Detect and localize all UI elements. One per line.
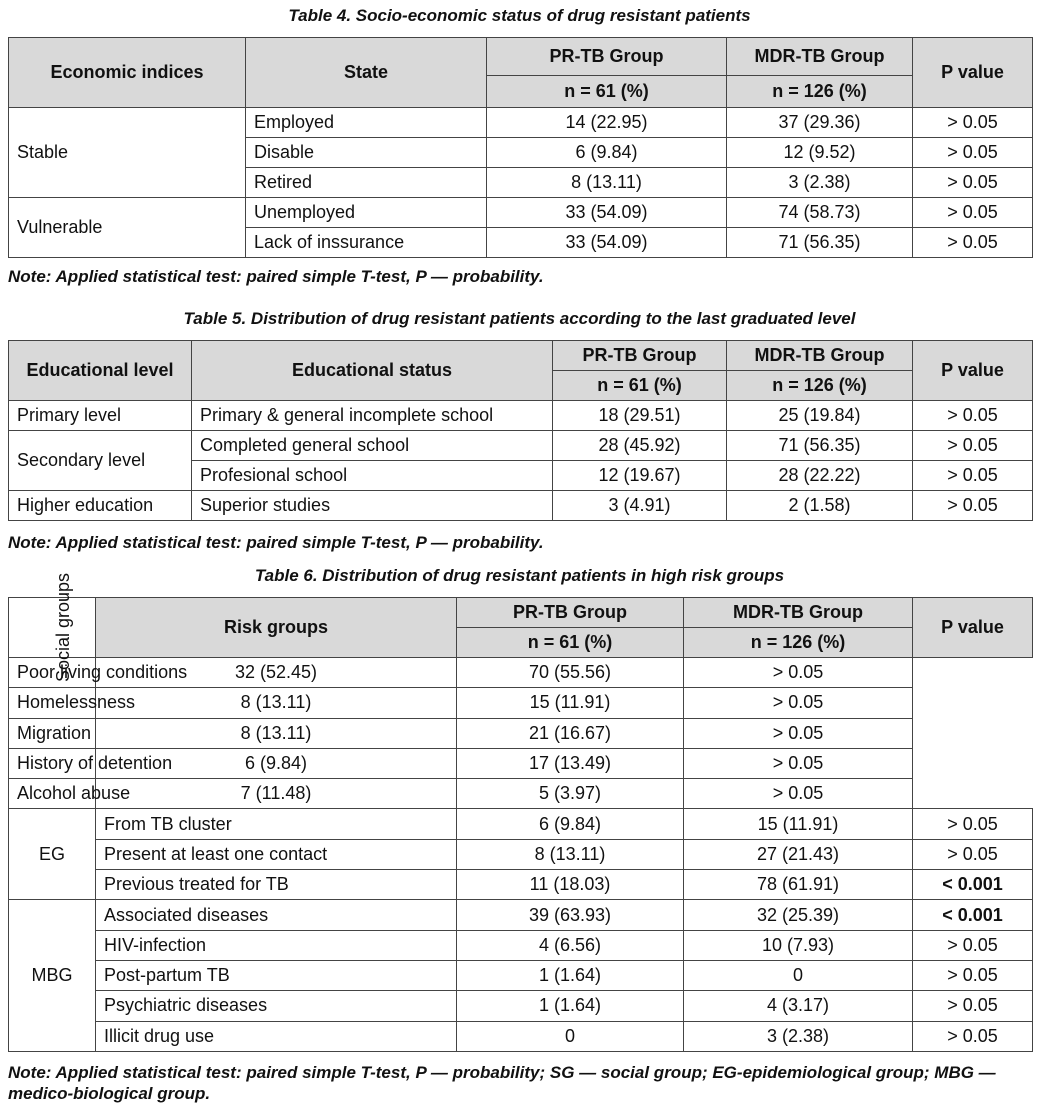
- table-row: [9, 748, 1033, 778]
- header-economic-indices: Economic indices: [9, 38, 246, 108]
- p-value: < 0.001: [913, 870, 1033, 900]
- header-mdr-tb-group: MDR-TB Group: [727, 38, 913, 76]
- row-label: Present at least one contact: [96, 839, 457, 869]
- header-mdr-n: n = 126 (%): [727, 76, 913, 108]
- pr-tb-value: 6 (9.84): [457, 809, 684, 839]
- p-value: > 0.05: [913, 991, 1033, 1021]
- row-label: Illicit drug use: [96, 1021, 457, 1051]
- mdr-tb-value: 74 (58.73): [727, 198, 913, 228]
- pr-tb-value: 32 (52.45): [96, 658, 457, 688]
- social-groups-cell: [9, 572, 96, 683]
- header-mdr-tb-group: MDR-TB Group: [684, 598, 913, 628]
- row-label: Psychiatric diseases: [96, 991, 457, 1021]
- row-label: Poor living conditions: [9, 658, 96, 688]
- mdr-tb-value: 5 (3.97): [457, 779, 684, 809]
- table-row: [9, 870, 1033, 900]
- p-value: > 0.05: [913, 198, 1033, 228]
- header-mdr-tb-group: MDR-TB Group: [727, 341, 913, 371]
- row-label: Superior studies: [192, 491, 553, 521]
- header-pr-tb-group: PR-TB Group: [487, 38, 727, 76]
- mdr-tb-value: 4 (3.17): [684, 991, 913, 1021]
- pr-tb-value: 0: [457, 1021, 684, 1051]
- p-value: > 0.05: [913, 491, 1033, 521]
- pr-tb-value: 11 (18.03): [457, 870, 684, 900]
- pr-tb-value: 33 (54.09): [487, 228, 727, 258]
- group-label: Secondary level: [9, 431, 192, 491]
- pr-tb-value: 8 (13.11): [487, 168, 727, 198]
- row-label: Disable: [246, 138, 487, 168]
- pr-tb-value: 33 (54.09): [487, 198, 727, 228]
- row-label: Retired: [246, 168, 487, 198]
- mdr-tb-value: 15 (11.91): [457, 688, 684, 718]
- mdr-tb-value: 17 (13.49): [457, 748, 684, 778]
- pr-tb-value: 3 (4.91): [553, 491, 727, 521]
- table6-body: [9, 658, 1033, 1052]
- header-pr-n: n = 61 (%): [553, 371, 727, 401]
- mdr-tb-value: 3 (2.38): [684, 1021, 913, 1051]
- group-label: Higher education: [9, 491, 192, 521]
- table5: [8, 340, 1033, 521]
- table-row: [9, 900, 1033, 930]
- pr-tb-value: 12 (19.67): [553, 461, 727, 491]
- table-row: [9, 401, 1033, 431]
- mdr-tb-value: 37 (29.36): [727, 108, 913, 138]
- p-value: > 0.05: [913, 809, 1033, 839]
- header-educational-level: Educational level: [9, 341, 192, 401]
- mdr-tb-value: 78 (61.91): [684, 870, 913, 900]
- header-risk-groups: Risk groups: [96, 598, 457, 658]
- table-row: [9, 198, 1033, 228]
- row-label: Post-partum TB: [96, 960, 457, 990]
- table-row: [9, 930, 1033, 960]
- table4: [8, 37, 1033, 258]
- pr-tb-value: 1 (1.64): [457, 960, 684, 990]
- p-value: > 0.05: [684, 688, 913, 718]
- group-label: Vulnerable: [9, 198, 246, 258]
- table4-body: [9, 108, 1033, 258]
- group-label: EG: [9, 809, 96, 900]
- row-label: Associated diseases: [96, 900, 457, 930]
- row-label: Previous treated for TB: [96, 870, 457, 900]
- table-row: [9, 491, 1033, 521]
- row-label: Unemployed: [246, 198, 487, 228]
- table5-title: Table 5. Distribution of drug resistant patients according to the last graduated level: [183, 309, 856, 328]
- table-row: [9, 1021, 1033, 1051]
- mdr-tb-value: 3 (2.38): [727, 168, 913, 198]
- table4-title: Table 4. Socio-economic status of drug resistant patients: [288, 6, 751, 25]
- header-pr-n: n = 61 (%): [487, 76, 727, 108]
- table-row: [9, 809, 1033, 839]
- group-label: Stable: [9, 108, 246, 198]
- p-value: > 0.05: [684, 718, 913, 748]
- p-value: > 0.05: [913, 431, 1033, 461]
- table-row: [9, 718, 1033, 748]
- header-pr-n: n = 61 (%): [457, 628, 684, 658]
- p-value: > 0.05: [913, 108, 1033, 138]
- group-label: MBG: [9, 900, 96, 1051]
- pr-tb-value: 7 (11.48): [96, 779, 457, 809]
- table-row: [9, 688, 1033, 718]
- p-value: > 0.05: [684, 779, 913, 809]
- mdr-tb-value: 21 (16.67): [457, 718, 684, 748]
- p-value: > 0.05: [913, 1021, 1033, 1051]
- table-row: [9, 108, 1033, 138]
- table6-title: Table 6. Distribution of drug resistant patients in high risk groups: [254, 566, 785, 585]
- table-row: [9, 779, 1033, 809]
- header-pr-tb-group: PR-TB Group: [553, 341, 727, 371]
- table-row: [9, 839, 1033, 869]
- header-pr-tb-group: PR-TB Group: [457, 598, 684, 628]
- p-value: < 0.001: [913, 900, 1033, 930]
- mdr-tb-value: 10 (7.93): [684, 930, 913, 960]
- table4-note: Note: Applied statistical test: paired simple T-test, P — probability.: [8, 267, 544, 286]
- mdr-tb-value: 71 (56.35): [727, 228, 913, 258]
- pr-tb-value: 8 (13.11): [96, 718, 457, 748]
- p-value: > 0.05: [913, 461, 1033, 491]
- header-p-value: P value: [913, 598, 1033, 658]
- mdr-tb-value: 70 (55.56): [457, 658, 684, 688]
- p-value: > 0.05: [913, 138, 1033, 168]
- header-state: State: [246, 38, 487, 108]
- table5-body: [9, 401, 1033, 521]
- pr-tb-value: 14 (22.95): [487, 108, 727, 138]
- mdr-tb-value: 28 (22.22): [727, 461, 913, 491]
- mdr-tb-value: 0: [684, 960, 913, 990]
- header-mdr-n: n = 126 (%): [684, 628, 913, 658]
- p-value: > 0.05: [684, 658, 913, 688]
- row-label: Employed: [246, 108, 487, 138]
- p-value: > 0.05: [913, 839, 1033, 869]
- header-p-value: P value: [913, 38, 1033, 108]
- mdr-tb-value: 27 (21.43): [684, 839, 913, 869]
- pr-tb-value: 8 (13.11): [457, 839, 684, 869]
- table-row: [9, 991, 1033, 1021]
- pr-tb-value: 6 (9.84): [487, 138, 727, 168]
- group-label: Primary level: [9, 401, 192, 431]
- mdr-tb-value: 12 (9.52): [727, 138, 913, 168]
- table-row: [9, 431, 1033, 461]
- row-label: HIV-infection: [96, 930, 457, 960]
- header-mdr-n: n = 126 (%): [727, 371, 913, 401]
- social-groups-label: Social groups: [53, 572, 74, 683]
- p-value: > 0.05: [913, 401, 1033, 431]
- table-row: [9, 658, 1033, 688]
- pr-tb-value: 4 (6.56): [457, 930, 684, 960]
- p-value: > 0.05: [913, 228, 1033, 258]
- mdr-tb-value: 32 (25.39): [684, 900, 913, 930]
- p-value: > 0.05: [684, 748, 913, 778]
- pr-tb-value: 18 (29.51): [553, 401, 727, 431]
- p-value: > 0.05: [913, 168, 1033, 198]
- p-value: > 0.05: [913, 960, 1033, 990]
- pr-tb-value: 28 (45.92): [553, 431, 727, 461]
- row-label: Completed general school: [192, 431, 553, 461]
- row-label: History of detention: [9, 748, 96, 778]
- mdr-tb-value: 2 (1.58): [727, 491, 913, 521]
- mdr-tb-value: 71 (56.35): [727, 431, 913, 461]
- pr-tb-value: 1 (1.64): [457, 991, 684, 1021]
- row-label: From TB cluster: [96, 809, 457, 839]
- table-row: [9, 960, 1033, 990]
- p-value: > 0.05: [913, 930, 1033, 960]
- row-label: Primary & general incomplete school: [192, 401, 553, 431]
- row-label: Homelessness: [9, 688, 96, 718]
- row-label: Alcohol abuse: [9, 779, 96, 809]
- header-educational-status: Educational status: [192, 341, 553, 401]
- mdr-tb-value: 15 (11.91): [684, 809, 913, 839]
- row-label: Migration: [9, 718, 96, 748]
- table5-note: Note: Applied statistical test: paired simple T-test, P — probability.: [8, 533, 544, 552]
- row-label: Profesional school: [192, 461, 553, 491]
- pr-tb-value: 8 (13.11): [96, 688, 457, 718]
- row-label: Lack of inssurance: [246, 228, 487, 258]
- header-p-value: P value: [913, 341, 1033, 401]
- pr-tb-value: 6 (9.84): [96, 748, 457, 778]
- table6-note: Note: Applied statistical test: paired simple T-test, P — probability; SG — social group; EG-epidemiological group; MBG — medico-biological group.: [8, 1063, 996, 1103]
- pr-tb-value: 39 (63.93): [457, 900, 684, 930]
- mdr-tb-value: 25 (19.84): [727, 401, 913, 431]
